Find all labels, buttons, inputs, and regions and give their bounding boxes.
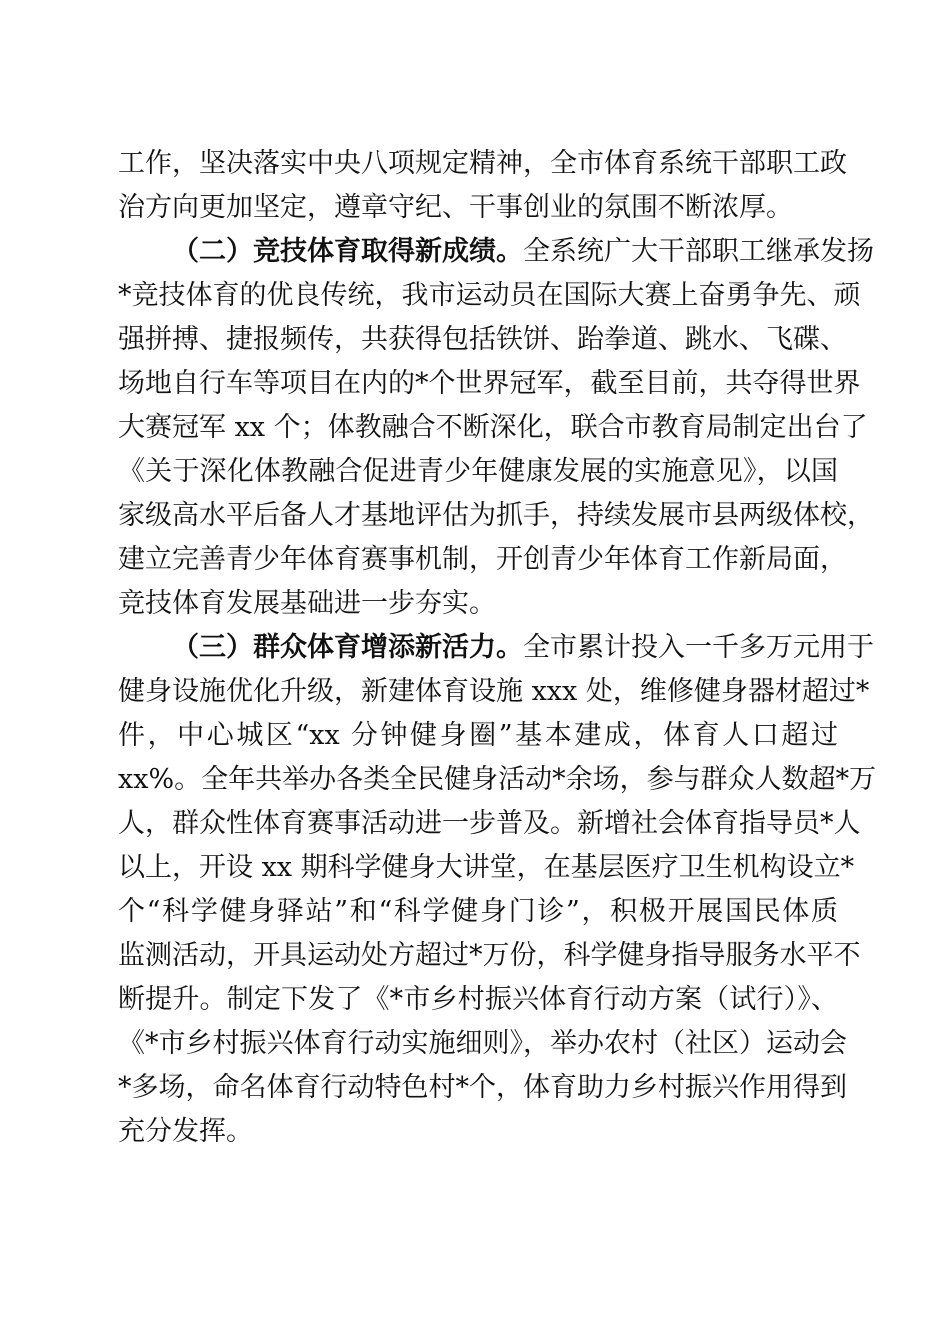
- text-line: 强拼搏、捷报频传，共获得包括铁饼、跆拳道、跳水、飞碟、: [118, 324, 847, 355]
- text-line: 人，群众性体育赛事活动进一步普及。新增社会体育指导员*人: [118, 808, 861, 839]
- section-heading-2: （二）竞技体育取得新成绩。: [172, 236, 523, 267]
- paragraph-line-with-heading: [172, 232, 874, 272]
- text-line: *竞技体育的优良传统，我市运动员在国际大赛上奋勇争先、顽: [118, 280, 861, 311]
- text-line: 竞技体育发展基础进一步夯实。: [118, 588, 496, 619]
- text-line: 家级高水平后备人才基地评估为抓手，持续发展市县两级体校，: [118, 500, 874, 531]
- paragraph-line-with-heading: [172, 628, 874, 668]
- text-line: 充分发挥。: [118, 1116, 253, 1147]
- section-heading-3: （三）群众体育增添新活力。: [172, 632, 523, 663]
- text-line: 大赛冠军 xx 个；体教融合不断深化，联合市教育局制定出台了: [118, 412, 868, 443]
- text-line: 建立完善青少年体育赛事机制，开创青少年体育工作新局面，: [118, 544, 847, 575]
- text-line: 场地自行车等项目在内的*个世界冠军，截至目前，共夺得世界: [118, 368, 861, 399]
- text-line: *多场，命名体育行动特色村*个，体育助力乡村振兴作用得到: [118, 1072, 847, 1103]
- text-line: 监测活动，开具运动处方超过*万份，科学健身指导服务水平不: [118, 940, 861, 971]
- text-line: 以上，开设 xx 期科学健身大讲堂，在基层医疗卫生机构设立*: [118, 852, 855, 883]
- text-line: 《关于深化体教融合促进青少年健康发展的实施意见》，以国: [118, 456, 838, 487]
- text-line: 工作，坚决落实中央八项规定精神，全市体育系统干部职工政: [118, 148, 847, 179]
- text-line: 健身设施优化升级，新建体育设施 xxx 处，维修健身器材超过*: [118, 676, 870, 707]
- text-line: 断提升。制定下发了《*市乡村振兴体育行动方案（试行）》、: [118, 984, 838, 1015]
- text-line: 件，中心城区“xx 分钟健身圈”基本建成，体育人口超过: [118, 720, 838, 751]
- text-line: 《*市乡村振兴体育行动实施细则》，举办农村（社区）运动会: [118, 1028, 847, 1059]
- text-line: 治方向更加坚定，遵章守纪、干事创业的氛围不断浓厚。: [118, 192, 793, 223]
- text-line: xx%。全年共举办各类全民健身活动*余场，参与群众人数超*万: [118, 764, 877, 795]
- text-span: 全系统广大干部职工继承发扬: [523, 236, 874, 267]
- text-span: 全市累计投入一千多万元用于: [523, 632, 874, 663]
- text-line: 个“科学健身驿站”和“科学健身门诊”，积极开展国民体质: [118, 896, 838, 927]
